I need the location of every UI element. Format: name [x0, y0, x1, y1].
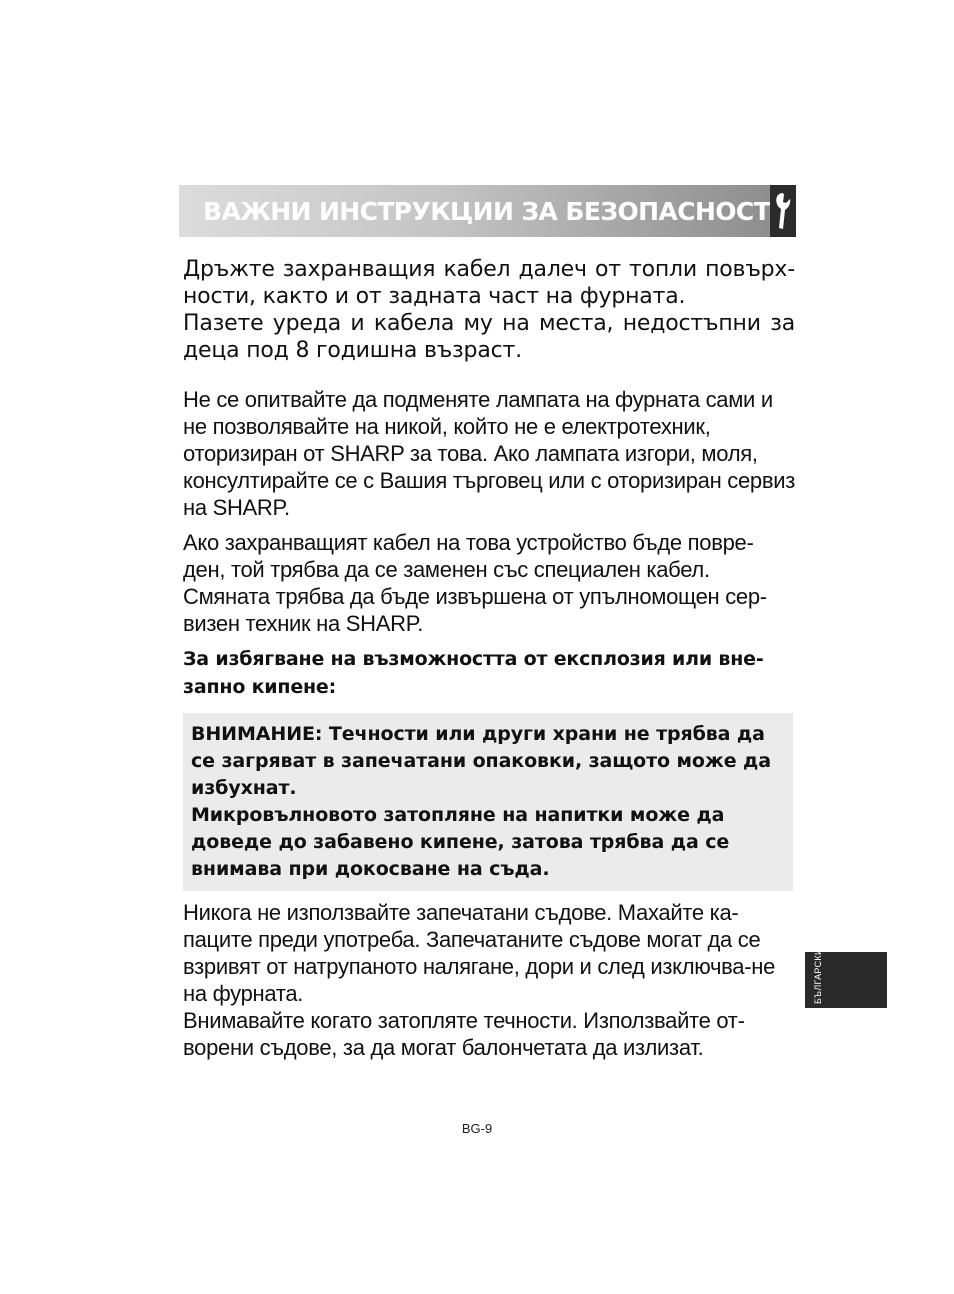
tool-icon — [770, 185, 796, 237]
section-title: ВАЖНИ ИНСТРУКЦИИ ЗА БЕЗОПАСНОСТ — [203, 196, 771, 226]
warning-box — [183, 713, 793, 891]
language-tab-label: БЪЛГАРСКИ — [813, 948, 823, 1004]
paragraph-children: Пазете уреда и кабела му на места, недостъпни за деца под 8 годишна възраст. — [183, 311, 795, 363]
paragraph-cord-damage: Ако захранващият кабел на това устройство бъде повре-ден, той трябва да се заменен със специален кабел. — [183, 530, 754, 582]
paragraph-sealed-containers: Никога не използвайте запечатани съдове. Махайте ка-паците преди употреба. Запечатаните съдове могат да се взривят от натрупаното налягане, дори и след изключва-не на фурната. — [183, 900, 776, 1006]
paragraph-replacement: Смяната трябва да бъде извършена от упълномощен сер-визен техник на SHARP. — [183, 584, 767, 636]
paragraph-cord-heat: Дръжте захранващия кабел далеч от топли повърх-ности, както и от задната част на фурната. — [183, 257, 795, 309]
paragraph-heating-liquids: Внимавайте когато затопляте течности. Използвайте от-ворени съдове, за да могат балончетата да излизат. — [183, 1008, 745, 1060]
language-tab — [805, 948, 887, 1008]
page-number: BG-9 — [461, 1121, 493, 1136]
content — [183, 256, 795, 1061]
section-header — [179, 185, 796, 237]
warning-boiling-text: Микровълновото затопляне на напитки може да доведе до забавено кипене, затова трябва да се внимава при докосване на съда. — [191, 804, 730, 880]
explosion-heading: За избягване на възможността от експлозия или вне-запно кипене: — [183, 648, 764, 698]
paragraph-lamp: Не се опитвайте да подменяте лампата на фурната сами и не позволявайте на никой, който не е електротехник, оторизиран от SHARP за това. Ако лампата изгори, моля, консултирайте се с Вашия търговец или с оторизиран сервиз на SHARP. — [183, 387, 795, 520]
header-bar — [179, 185, 770, 237]
warning-sealed-text: ВНИМАНИЕ: Течности или други храни не трябва да се загряват в запечатани опаковки, защото може да избухнат. — [191, 723, 771, 799]
